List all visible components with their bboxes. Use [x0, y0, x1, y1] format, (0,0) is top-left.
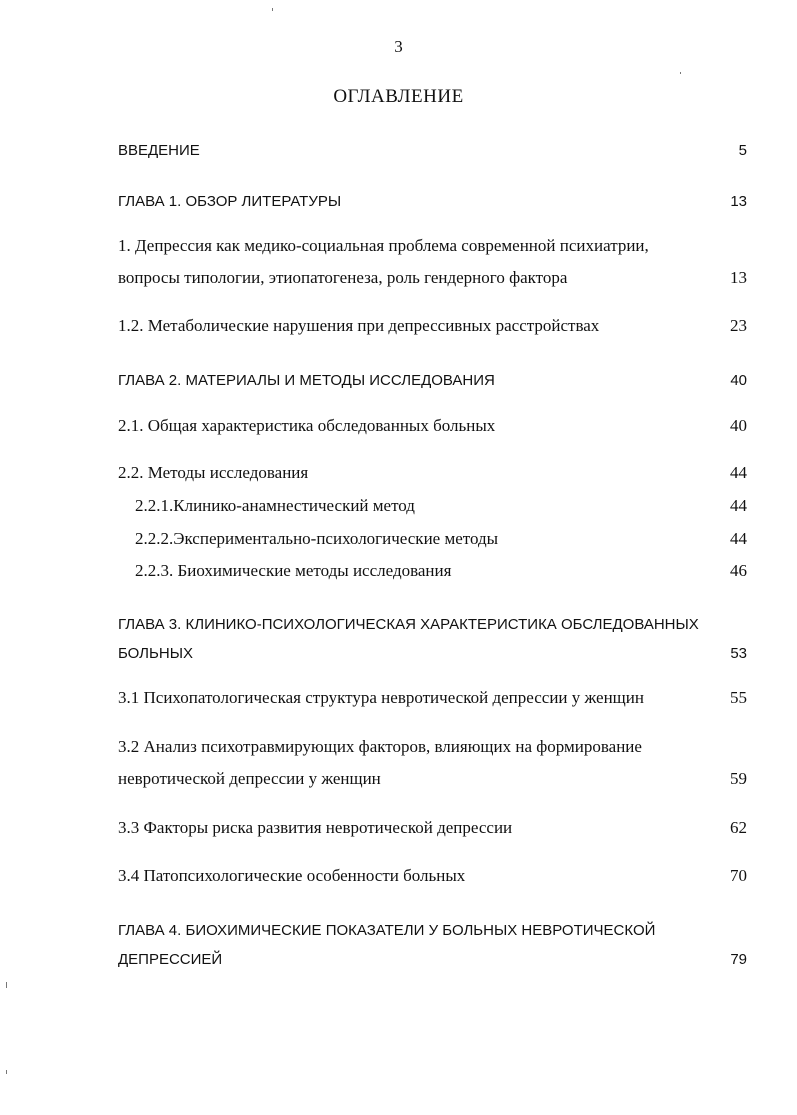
scan-speck	[6, 1070, 7, 1074]
toc-entry-section-3-1[interactable]: 3.1 Психопатологическая структура невротической депрессии у женщин	[118, 688, 644, 707]
toc-page-number: 23	[730, 316, 747, 335]
toc-entry-section-1-1[interactable]: 1. Депрессия как медико-социальная проблема современной психиатрии,	[118, 236, 649, 255]
toc-entry-chapter-3[interactable]: ГЛАВА 3. КЛИНИКО-ПСИХОЛОГИЧЕСКАЯ ХАРАКТЕРИСТИКА ОБСЛЕДОВАННЫХ	[118, 616, 699, 633]
toc-page-number: 59	[730, 769, 747, 788]
toc-page-number: 46	[730, 561, 747, 580]
toc-entry-introduction[interactable]: ВВЕДЕНИЕ	[118, 142, 200, 159]
toc-entry-section-1-1-cont[interactable]: вопросы типологии, этиопатогенеза, роль гендерного фактора	[118, 268, 568, 287]
scan-speck	[6, 982, 7, 988]
toc-entry-section-2-2[interactable]: 2.2. Методы исследования	[118, 463, 309, 482]
toc-entry-section-2-1[interactable]: 2.1. Общая характеристика обследованных больных	[118, 416, 496, 435]
toc-page-number: 44	[730, 496, 747, 515]
toc-entry-chapter-4[interactable]: ГЛАВА 4. БИОХИМИЧЕСКИЕ ПОКАЗАТЕЛИ У БОЛЬНЫХ НЕВРОТИЧЕСКОЙ	[118, 922, 656, 939]
toc-entry-section-3-3[interactable]: 3.3 Факторы риска развития невротической депрессии	[118, 818, 513, 837]
page-number: 3	[394, 37, 403, 56]
toc-page-number: 40	[730, 372, 747, 389]
toc-entry-section-3-4[interactable]: 3.4 Патопсихологические особенности больных	[118, 866, 466, 885]
scan-speck	[680, 72, 681, 74]
toc-page-number: 53	[730, 645, 747, 662]
toc-title: ОГЛАВЛЕНИЕ	[333, 86, 464, 107]
toc-entry-section-2-2-3[interactable]: 2.2.3. Биохимические методы исследования	[135, 561, 452, 580]
toc-page-number: 5	[738, 142, 747, 159]
toc-page-number: 79	[730, 951, 747, 968]
toc-page-number: 55	[730, 688, 747, 707]
toc-page-number: 40	[730, 416, 747, 435]
toc-page-number: 44	[730, 529, 747, 548]
toc-entry-chapter-4-cont[interactable]: ДЕПРЕССИЕЙ	[118, 951, 223, 968]
toc-page-number: 70	[730, 866, 747, 885]
toc-entry-section-1-2[interactable]: 1.2. Метаболические нарушения при депрессивных расстройствах	[118, 316, 600, 335]
toc-page-number: 13	[730, 268, 747, 287]
toc-entry-section-3-2[interactable]: 3.2 Анализ психотравмирующих факторов, влияющих на формирование	[118, 737, 642, 756]
toc-entry-section-2-2-1[interactable]: 2.2.1.Клинико-анамнестический метод	[135, 496, 415, 515]
toc-entry-chapter-3-cont[interactable]: БОЛЬНЫХ	[118, 645, 193, 662]
toc-page-number: 13	[730, 193, 747, 210]
toc-entry-chapter-1[interactable]: ГЛАВА 1. ОБЗОР ЛИТЕРАТУРЫ	[118, 193, 342, 210]
toc-page-number: 44	[730, 463, 747, 482]
toc-entry-section-3-2-cont[interactable]: невротической депрессии у женщин	[118, 769, 381, 788]
toc-entry-section-2-2-2[interactable]: 2.2.2.Экспериментально-психологические методы	[135, 529, 499, 548]
toc-page-number: 62	[730, 818, 747, 837]
scan-speck	[272, 8, 273, 11]
toc-entry-chapter-2[interactable]: ГЛАВА 2. МАТЕРИАЛЫ И МЕТОДЫ ИССЛЕДОВАНИЯ	[118, 372, 495, 389]
